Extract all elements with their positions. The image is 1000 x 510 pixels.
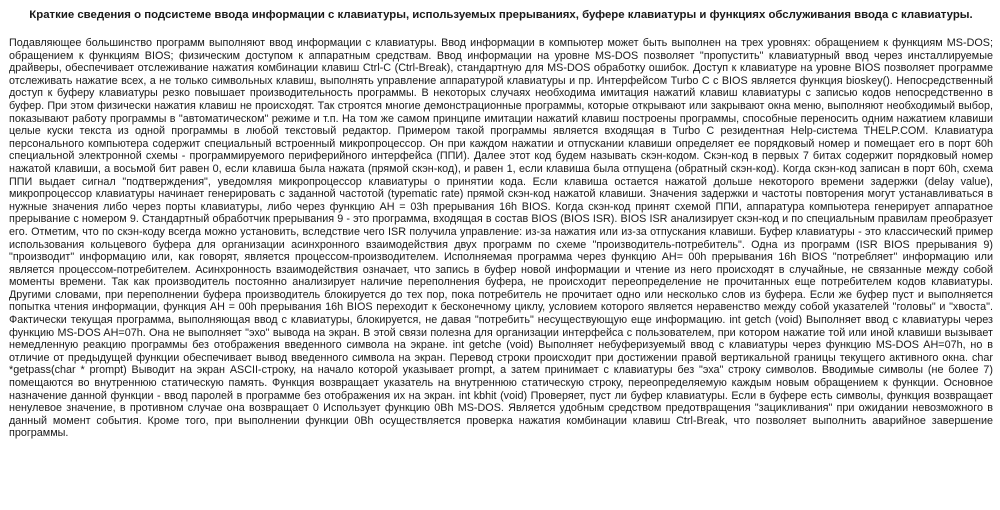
- document-body-paragraph: Подавляющее большинство программ выполняют ввод информации с клавиатуры. Ввод информации в компьютер может быть выполнен на трех уровнях: обращением к функциям MS-DOS; обращением к функциям BIOS; физическим доступом к аппаратным средствам. Ввод информации на уровне MS-DOS позволяет "пропустить" клавиатурный ввод через инсталлируемые драйверы, обеспечивает отслеживание нажатия комбинации клавиш Ctrl-C (Ctrl-Break), стандартную для MS-DOS обработку ошибок. Доступ к клавиатуре на уровне BIOS позволяет программе отслеживать нажатие всех, а не только символьных клавиш, выполнять управление аппаратурой клавиатуры и пр. Интерфейсом Turbo C с BIOS является функция bioskey(). Непосредственный доступ к буферу клавиатуры резко повышает производительность программы. В некоторых случаях необходима имитация нажатий клавиш клавиатуры с записью кодов непосредственно в буфер. При этом физически нажатия клавиш не происходят. Так строятся многие демонстрационные программы, которые открывают или закрывают окна меню, выполняют необходимый выбор, показывают работу программы в "автоматическом" режиме и т.п. На том же самом принципе имитации нажатий клавиш построены программы, способные переносить одним нажатием клавиши целые куски текста из одной программы в любой текстовый редактор. Примером такой программы является входящая в Turbo C резидентная Help-система THELP.COM. Клавиатура персонального компьютера содержит специальный встроенный микропроцессор. Он при каждом нажатии и отпускании клавиши определяет ее порядковый номер и помещает его в порт 60h специальной электронной схемы - программируемого периферийного интерфейса (ППИ). Далее этот код будем называть скэн-кодом. Скэн-код в первых 7 битах содержит порядковый номер нажатой клавиши, а восьмой бит равен 0, если клавиша была нажата (прямой скэн-код), и равен 1, если клавиша была отпущена (обратный скэн-код). Когда скэн-код записан в порт 60h, схема ППИ выдает сигнал "подтверждения", уведомляя микропроцессор клавиатуры о принятии кода. Если клавиша остается нажатой дольше некоторого времени задержки (delay value), микропроцессор клавиатуры начинает генерировать с заданной частотой (typematic rate) прямой скэн-код нажатой клавиши. Значения задержки и частоты повторения могут устанавливаться в нужные значения либо через порты клавиатуры, либо через функцию AH = 03h прерывания 16h BIOS. Когда скэн-код принят схемой ППИ, аппаратура компьютера генерирует аппаратное прерывание с номером 9. Стандартный обработчик прерывания 9 - это программа, входящая в состав BIOS (BIOS ISR). BIOS ISR анализирует скэн-код и по специальным правилам преобразует его. Отметим, что по скэн-коду всегда можно установить, вследствие чего ISR получила управление: из-за нажатия или из-за отпускания клавиши. Буфер клавиатуры - это классический пример использования кольцевого буфера для организации асинхронного взаимодействия двух программ по схеме "производитель-потребитель". Одна из программ (ISR BIOS прерывания 9) "производит" информацию или, как говорят, является процессом-производителем. Исполняемая программа через функцию AH= 00h прерывания 16h BIOS "потребляет" информацию или является процессом-потребителем. Асинхронность взаимодействия означает, что запись в буфер новой информации и чтение из него происходят в случайные, не связанные между собой моменты времени. Так как производитель постоянно анализирует наличие переполнения буфера, не происходит переопределение не прочитанных еще потребителем кодов клавиатуры. Другими словами, при переполнении буфера производитель блокируется до тех пор, пока потребитель не прочитает одно или несколько слов из буфера. Если же буфер пуст и выполняется попытка чтения информации, функция AH = 00h прерывания 16h BIOS переходит к бесконечному циклу, условием которого является неравенство между собой указателей "головы" и "хвоста". Фактически текущая программа, выполняющая ввод с клавиатуры, блокируется, не давая "потребить" несуществующую еще информацию. int getch (void) Выполняет ввод с клавиатуры через функцию MS-DOS AH=07h. Она не выполняет "эхо" вывода на экран. В этой связи полезна для организации интерфейса с пользователем, при котором нажатие той или иной клавиши вызывает немедленную реакцию программы без отображения введенного символа на экране. int getche (void) Выполняет небуферизуемый ввод с клавиатуры через функцию MS-DOS AH=07h, но в отличие от предыдущей функции обеспечивает вывод введенного символа на экран. Перевод строки происходит при достижении правой вертикальной границы текущего активного окна. char *getpass(char * prompt) Выводит на экран ASCII-строку, на начало которой указывает prompt, а затем принимает с клавиатуры без "эха" строку символов. Вводимые символы (не более 7) помещаются во внутреннюю статическую память. Функция возвращает указатель на внутреннюю статическую строку, переопределяемую каждым новым обращением к функции. Основное назначение данной функции - ввод паролей в программе без отображения их на экран. int kbhit (void) Проверяет, пуст ли буфер клавиатуры. Если в буфере есть символы, функция возвращает ненулевое значение, в противном случае она возвращает 0 Использует функцию 0Bh MS-DOS. Является удобным средством предотвращения "зацикливания" при ожидании невозможного в данный момент события. Кроме того, при выполнении функции 0Bh осуществляется проверка нажатия комбинации клавиш Ctrl-Break, что позволяет выполнить аварийное завершение программы.: [9, 37, 993, 440]
- document-title: Краткие сведения о подсистеме ввода информации с клавиатуры, используемых прерываниях, буфере клавиатуры и функциях обслуживания ввода с клавиатуры.: [29, 9, 973, 21]
